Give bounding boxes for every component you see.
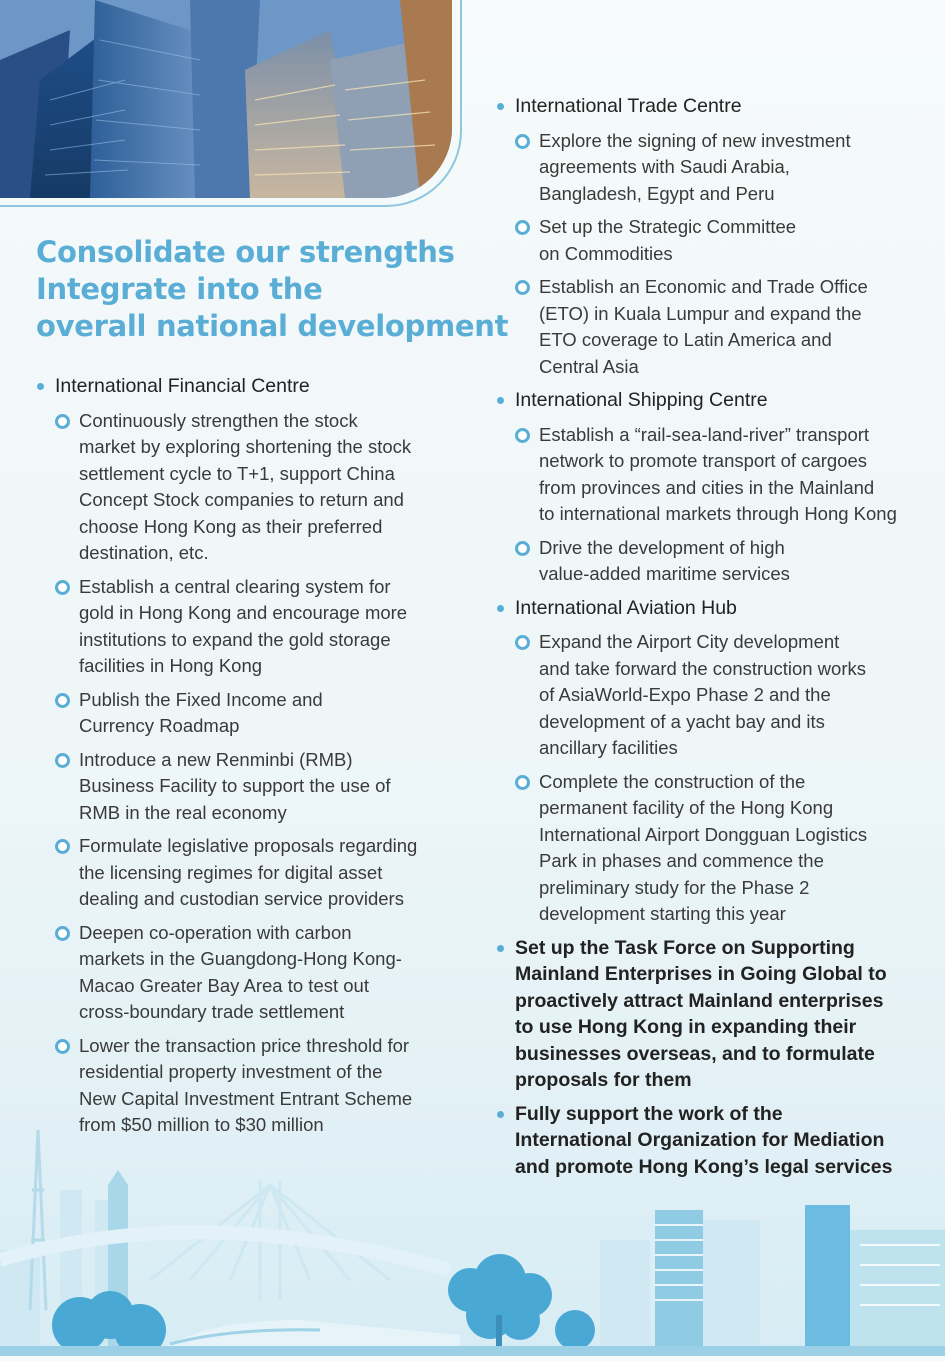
item-line: ancillary facilities [539, 737, 678, 758]
item-line: Concept Stock companies to return and [79, 489, 404, 510]
item-line: Establish a central clearing system for [79, 575, 391, 597]
item-line: Deepen co-operation with carbon [79, 921, 352, 943]
ring-bullet-icon [55, 1039, 70, 1054]
ring-bullet-icon [55, 753, 70, 768]
item-line: value-added maritime services [539, 563, 790, 584]
section-shipping-centre [496, 387, 926, 588]
list-item [515, 422, 926, 528]
bullet-dot-icon [497, 397, 504, 404]
item-line: gold in Hong Kong and encourage more [79, 602, 408, 623]
item-line: Lower the transaction price threshold for [79, 1034, 410, 1056]
item-line: Currency Roadmap [79, 715, 240, 736]
item-line: Formulate legislative proposals regarding [79, 835, 418, 856]
section-aviation-hub [496, 595, 926, 928]
item-line: Expand the Airport City development [539, 631, 840, 652]
item-line: (ETO) in Kuala Lumpur and expand the [539, 302, 862, 324]
item-line: choose Hong Kong as their preferred [79, 515, 383, 537]
item-line: and take forward the construction works [539, 657, 866, 679]
bullet-dot-icon [497, 1111, 504, 1118]
item-line: settlement cycle to T+1, support China [79, 462, 395, 484]
heading-line: Integrate into the [36, 272, 323, 306]
item-line: development of a yacht bay and its [539, 710, 825, 732]
bullet-dot-icon [37, 383, 44, 390]
ring-bullet-icon [515, 220, 530, 235]
list-item [515, 629, 926, 762]
skyscrapers-illustration [0, 0, 452, 198]
ring-bullet-icon [55, 926, 70, 941]
item-line: Set up the Task Force on Supporting [515, 936, 855, 959]
left-column [36, 373, 456, 1146]
city-skyline-illustration [0, 1130, 945, 1356]
list-item [515, 274, 926, 380]
item-line: preliminary study for the Phase 2 [539, 876, 810, 898]
item-line: from provinces and cities in the Mainland [539, 476, 875, 498]
item-line: Continuously strengthen the stock [79, 409, 358, 431]
item-line: agreements with Saudi Arabia, [539, 156, 790, 177]
skyline-svg [0, 1130, 945, 1356]
item-line: Introduce a new Renminbi (RMB) [79, 748, 353, 770]
ring-bullet-icon [55, 414, 70, 429]
item-line: Fully support the work of the [515, 1102, 783, 1125]
item-line: Central Asia [539, 355, 639, 377]
aviation-items [515, 629, 926, 928]
list-item [515, 535, 926, 588]
item-line: to international markets through Hong Kong [539, 503, 897, 524]
item-line: Drive the development of high [539, 536, 785, 558]
item-line: International Organization for Mediation [515, 1129, 885, 1151]
bullet-dot-icon [497, 103, 504, 110]
section-financial-centre [36, 373, 456, 1139]
ring-bullet-icon [55, 693, 70, 708]
item-line: proactively attract Mainland enterprises [515, 989, 884, 1012]
item-line: on Commodities [539, 242, 673, 264]
section-task-force [496, 935, 926, 1094]
list-item [55, 747, 456, 827]
list-item [55, 687, 456, 740]
item-line: residential property investment of the [79, 1061, 383, 1082]
item-line: ETO coverage to Latin America and [539, 329, 832, 350]
item-line: Macao Greater Bay Area to test out [79, 974, 369, 996]
list-item [55, 408, 456, 567]
item-line: Bangladesh, Egypt and Peru [539, 182, 775, 204]
item-line: market by exploring shortening the stock [79, 436, 412, 457]
heading-line: overall national development [36, 309, 509, 343]
list-item [515, 214, 926, 267]
ring-bullet-icon [515, 280, 530, 295]
item-line: RMB in the real economy [79, 801, 287, 823]
item-line: markets in the Guangdong-Hong Kong- [79, 948, 402, 969]
ring-bullet-icon [55, 839, 70, 854]
item-line: International Airport Dongguan Logistics [539, 823, 868, 845]
item-line: to use Hong Kong in expanding their [515, 1016, 857, 1038]
item-line: development starting this year [539, 903, 786, 924]
item-line: network to promote transport of cargoes [539, 450, 868, 471]
item-line: Establish a “rail-sea-land-river” transport [539, 423, 870, 445]
bullet-dot-icon [497, 605, 504, 612]
item-line: permanent facility of the Hong Kong [539, 797, 834, 818]
ring-bullet-icon [515, 775, 530, 790]
ring-bullet-icon [515, 635, 530, 650]
shipping-items [515, 422, 926, 588]
ring-bullet-icon [55, 580, 70, 595]
trade-items [515, 128, 926, 381]
item-line: businesses overseas, and to formulate [515, 1042, 875, 1065]
section-title: International Financial Centre [55, 375, 310, 397]
item-line: dealing and custodian service providers [79, 888, 404, 909]
item-line: the licensing regimes for digital asset [79, 861, 383, 883]
item-line: Establish an Economic and Trade Office [539, 276, 868, 297]
section-title: International Aviation Hub [515, 596, 737, 619]
ring-bullet-icon [515, 541, 530, 556]
item-line: cross-boundary trade settlement [79, 1001, 345, 1022]
item-line: Park in phases and commence the [539, 850, 824, 871]
list-item [55, 1033, 456, 1139]
bullet-dot-icon [497, 945, 504, 952]
list-item [55, 574, 456, 680]
section-title: International Trade Centre [515, 95, 742, 117]
skyscrapers-photo [0, 0, 452, 198]
item-line: institutions to expand the gold storage [79, 628, 391, 650]
item-line: from $50 million to $30 million [79, 1114, 324, 1135]
right-column [496, 93, 926, 1187]
heading-line: Consolidate our strengths [36, 235, 455, 269]
item-line: facilities in Hong Kong [79, 655, 263, 676]
item-line: Complete the construction of the [539, 770, 806, 792]
item-line: Explore the signing of new investment [539, 129, 851, 151]
section-title: International Shipping Centre [515, 389, 768, 411]
item-line: Mainland Enterprises in Going Global to [515, 963, 887, 985]
list-item [515, 769, 926, 928]
item-line: Publish the Fixed Income and [79, 688, 323, 710]
item-line: proposals for them [515, 1069, 692, 1091]
list-item [55, 833, 456, 913]
financial-items [55, 408, 456, 1139]
ring-bullet-icon [515, 428, 530, 443]
item-line: and promote Hong Kong’s legal services [515, 1155, 893, 1178]
item-line: of AsiaWorld-Expo Phase 2 and the [539, 684, 831, 705]
item-line: Set up the Strategic Committee [539, 216, 797, 237]
page-heading [36, 234, 508, 345]
item-line: destination, etc. [79, 542, 209, 563]
section-trade-centre [496, 93, 926, 380]
list-item [515, 128, 926, 208]
item-line: New Capital Investment Entrant Scheme [79, 1087, 413, 1109]
list-item [55, 920, 456, 1026]
ring-bullet-icon [515, 134, 530, 149]
item-line: Business Facility to support the use of [79, 775, 391, 796]
